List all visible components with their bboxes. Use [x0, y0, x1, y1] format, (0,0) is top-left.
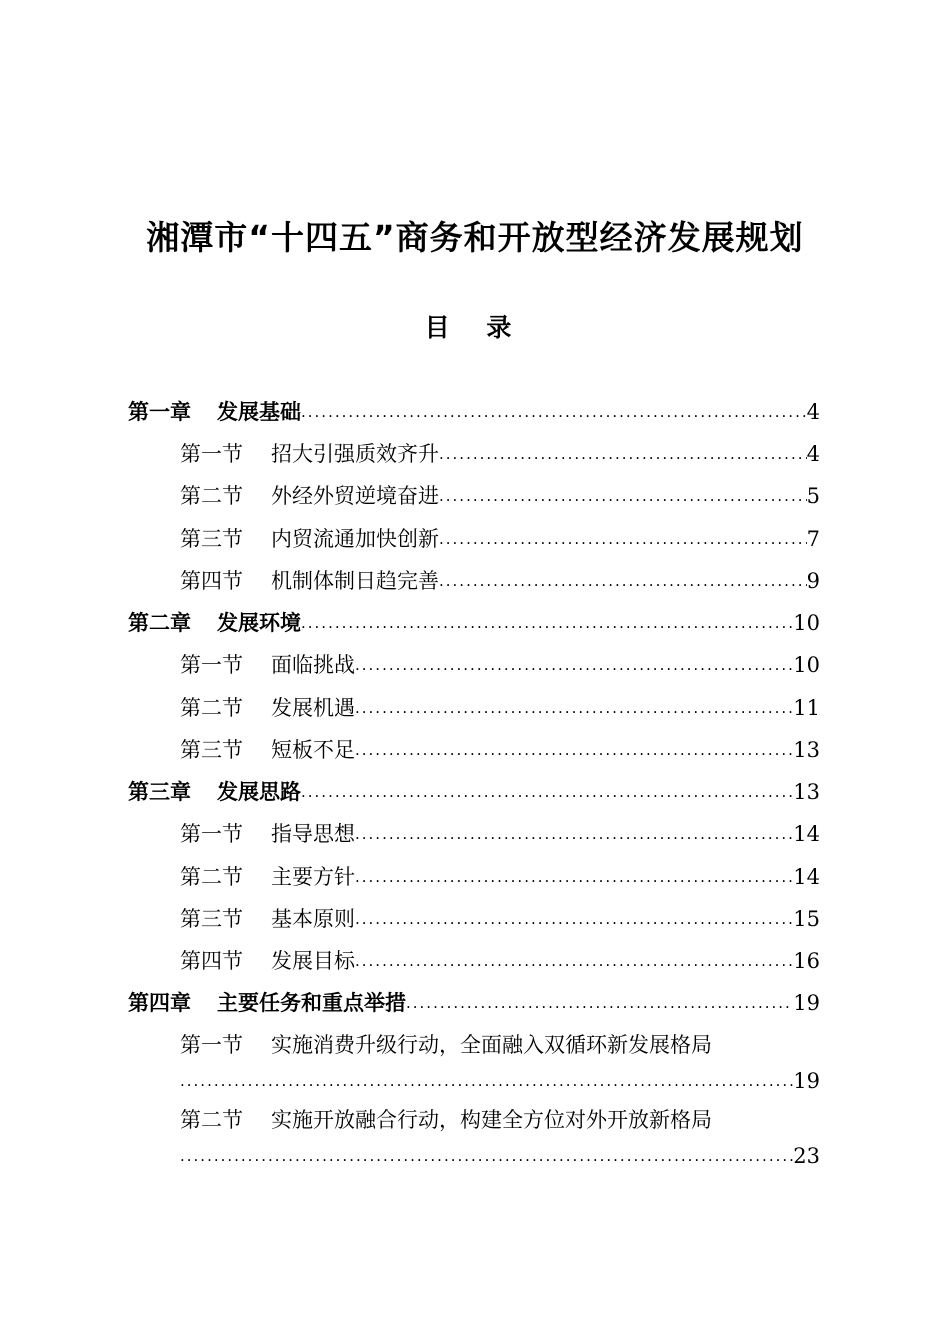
toc-chapter-entry[interactable] [128, 603, 820, 643]
section-number: 第一节 [180, 822, 243, 846]
dot-leader [439, 561, 807, 601]
dot-leader [406, 983, 793, 1023]
toc-section-entry[interactable] [180, 941, 820, 981]
dot-leader [355, 857, 793, 897]
section-title: 发展机遇 [271, 696, 355, 720]
section-number: 第四节 [180, 949, 243, 973]
page-number: 13 [793, 738, 820, 762]
page-number: 16 [793, 949, 820, 973]
section-title: 机制体制日趋完善 [271, 569, 439, 593]
dot-leader [355, 941, 793, 981]
dot-leader [301, 772, 793, 812]
toc-section-entry[interactable] [180, 434, 820, 474]
toc-section-entry[interactable] [180, 561, 820, 601]
document-title: 湘潭市“十四五”商务和开放型经济发展规划 [146, 218, 804, 257]
section-number: 第一节 [180, 1033, 243, 1057]
dot-leader [180, 1140, 793, 1172]
toc-section-entry[interactable] [180, 730, 820, 770]
toc-section-entry[interactable] [180, 688, 820, 728]
section-title: 招大引强质效齐升 [271, 442, 439, 466]
page-number: 14 [793, 822, 820, 846]
section-title: 短板不足 [271, 738, 355, 762]
page-number: 4 [806, 442, 820, 466]
toc-chapter-entry[interactable] [128, 772, 820, 812]
page-number: 7 [806, 527, 820, 551]
chapter-title: 发展基础 [217, 400, 301, 424]
section-number: 第二节 [180, 1108, 243, 1132]
section-title: 内贸流通加快创新 [271, 527, 439, 551]
dot-leader [439, 476, 807, 516]
section-number: 第一节 [180, 653, 243, 677]
toc-section-entry[interactable] [180, 1025, 820, 1097]
chapter-number: 第一章 [128, 400, 191, 424]
page-number: 14 [793, 865, 820, 889]
toc-section-entry[interactable] [180, 899, 820, 939]
section-title: 主要方针 [271, 865, 355, 889]
dot-leader [355, 688, 793, 728]
page-number: 23 [793, 1144, 820, 1168]
section-title: 指导思想 [271, 822, 355, 846]
page-number: 4 [806, 400, 820, 424]
dot-leader [180, 1065, 793, 1097]
dot-leader [355, 645, 793, 685]
page-number: 13 [793, 780, 820, 804]
page-number: 10 [793, 611, 820, 635]
section-title: 面临挑战 [271, 653, 355, 677]
section-title: 基本原则 [271, 907, 355, 931]
chapter-number: 第三章 [128, 780, 191, 804]
dot-leader [355, 899, 793, 939]
section-number: 第二节 [180, 696, 243, 720]
toc-chapter-entry[interactable] [128, 392, 820, 432]
chapter-title: 发展思路 [217, 780, 301, 804]
section-title: 实施消费升级行动，全面融入双循环新发展格局 [271, 1033, 712, 1057]
dot-leader [355, 814, 793, 854]
page-number: 5 [806, 484, 820, 508]
toc-section-entry[interactable] [180, 814, 820, 854]
page-number: 19 [793, 1069, 820, 1093]
section-number: 第一节 [180, 442, 243, 466]
dot-leader [439, 434, 807, 474]
dot-leader [301, 603, 793, 643]
section-number: 第二节 [180, 865, 243, 889]
dot-leader [439, 519, 807, 559]
toc-heading: 目 录 [424, 313, 526, 342]
section-number: 第三节 [180, 527, 243, 551]
page-number: 11 [793, 696, 820, 720]
section-number: 第二节 [180, 484, 243, 508]
section-number: 第三节 [180, 907, 243, 931]
section-title: 发展目标 [271, 949, 355, 973]
dot-leader [301, 392, 807, 432]
section-title: 外经外贸逆境奋进 [271, 484, 439, 508]
chapter-title: 主要任务和重点举措 [217, 991, 406, 1015]
chapter-number: 第二章 [128, 611, 191, 635]
toc-section-entry[interactable] [180, 857, 820, 897]
section-number: 第四节 [180, 569, 243, 593]
page-number: 19 [793, 991, 820, 1015]
page-number: 15 [793, 907, 820, 931]
chapter-number: 第四章 [128, 991, 191, 1015]
dot-leader [355, 730, 793, 770]
toc-section-entry[interactable] [180, 1100, 820, 1172]
section-number: 第三节 [180, 738, 243, 762]
toc-section-entry[interactable] [180, 476, 820, 516]
section-title: 实施开放融合行动，构建全方位对外开放新格局 [271, 1108, 712, 1132]
toc-chapter-entry[interactable] [128, 983, 820, 1023]
toc-section-entry[interactable] [180, 645, 820, 685]
page-number: 10 [793, 653, 820, 677]
chapter-title: 发展环境 [217, 611, 301, 635]
page-number: 9 [806, 569, 820, 593]
toc-section-entry[interactable] [180, 519, 820, 559]
